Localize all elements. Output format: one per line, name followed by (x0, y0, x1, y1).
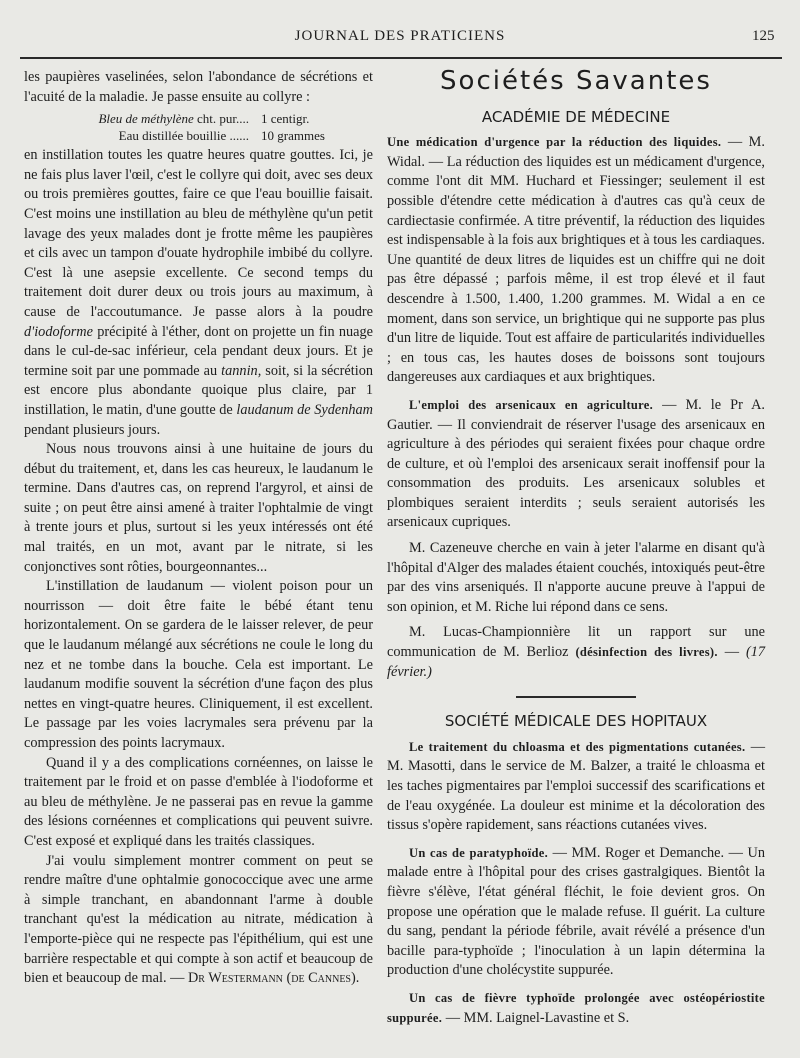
left-paragraph-3: Nous nous trouvons ainsi à une huitaine de jours du début du traitement, et, dans les cas heureux, le laudanum le termine. Dans d'autres cas, on reprend l'argyrol, et ainsi de suite ; on peut être ainsi amené à traiter l'ophtalmie de vingt à trente jours et plus, surtout si les yeux intéressés ont été mal traités, en un mot, avant par le nitrate, si les conjonctives sont rôties, bourgeonnantes... (24, 441, 373, 575)
item-heading: Le traitement du chloasma et des pigmentations cutanées. (409, 739, 746, 754)
academy-item-2: L'emploi des arsenicaux en agriculture. — M. le Pr A. Gautier. — Il conviendrait de réserver l'usage des arsenicaux en agriculture à des périodes qui seraient fixées pour chaque ordre de culture, et où l'emploi des arsenicaux serait inoffensif pour la consommation des produits. Les arsenicaux solubles et plombiques seraient interdits ; seuls seraient autorisés les arsenicaux cupriques. (387, 396, 765, 531)
header-rule (20, 57, 782, 59)
academy-item-3: M. Cazeneuve cherche en vain à jeter l'alarme en disant qu'à l'hôpital d'Alger des malades étaient couchés, intoxiqués peut-être par des vins arseniqués. Il n'apporte aucune preuve à l'appui de son opinion, et M. Riche lui répond dans ce sens. (387, 540, 765, 615)
item-heading: Une médication d'urgence par la réduction des liquides. (387, 135, 722, 150)
hospitals-item-2: Un cas de paratyphoïde. — MM. Roger et Demanche. — Un malade entre à l'hôpital pour des crises gastralgiques. Bientôt la fièvre s'élève, l'état général fléchit, le foie devient gros. On propose une opération que le malade refuse. Il guérit. La culture du sang, pendant la période fébrile, avait révélé a présence d'un bacille para-typhoïde ; l'inoculation à un lapin détermina la production d'une cholécystite suppurée. (387, 844, 765, 979)
prescription-quantity: 10 grammes (261, 128, 325, 144)
academy-item-4: M. Lucas-Championnière lit un rapport sur une communication de M. Berlioz (désinfection des livres). — (17 février.) (387, 624, 766, 680)
prescription-line (24, 127, 373, 144)
left-paragraph-6: J'ai voulu simplement montrer comment on peut se rendre maître d'une ophtalmie gonococcique avec une arme à simple tranchant, en abandonnant l'arme à double tranchant qu'est la médication au nitrate, médication à l'emporte-pièce qui ne respecte pas l'épithélium, qui est une barrière respectable et qui compte à son actif et beaucoup de bien et beaucoup de mal. — Dr Westermann (de Cannes). (24, 852, 373, 987)
section-separator (516, 696, 636, 698)
prescription-ingredient: Bleu de méthylène (98, 111, 194, 127)
page-header (0, 28, 800, 48)
hospitals-item-1: Le traitement du chloasma et des pigmentations cutanées. — M. Masotti, dans le service de M. Balzer, a traité le chloasma et les taches pigmentaires par l'emploi successif des scarifications et de l'eau oxygénée. La douleur est minime et la décoloration des tissus s'opère rapidement, sans réactions cutanées vives. (387, 738, 765, 834)
prescription-detail: ...... (229, 128, 249, 144)
section-title-societies: Sociétés Savantes (440, 66, 712, 96)
session-date: (17 février.) (387, 644, 766, 680)
left-paragraph-4: L'instillation de laudanum — violent poison pour un nourrisson — doit être faite le bébé étant tenu horizontalement. On se gardera de le laisser relever, de peur que le laudanum mélangé aux sécrétions ne coule le long du nez et ne tombe dans la bouche. Cela est important. Le laudanum modifie souvent la sécrétion d'une façon des plus nettes en vingt-quatre heures. Cliniquement, il est excellent. Le passage par les voies lacrymales sera prévenu par la compression des points lacrymaux. (24, 578, 373, 751)
prescription-ingredient: Eau distillée bouillie (118, 128, 227, 144)
hospitals-heading: SOCIÉTÉ MÉDICALE DES HOPITAUX (444, 712, 708, 731)
hospitals-item-3: Un cas de fièvre typhoïde prolongée avec ostéopériostite suppurée. — MM. Laignel-Lavastine et S. (387, 990, 765, 1026)
prescription-line (24, 110, 373, 127)
left-column (24, 68, 373, 989)
academy-heading: ACADÉMIE DE MÉDECINE (481, 107, 671, 126)
author-signature: Dr Westermann (de Cannes). (187, 970, 360, 987)
left-paragraph-2: en instillation toutes les quatre heures quatre gouttes. Ici, je ne fais plus laver l'œil, c'est le collyre qui doit, avec ses deux ou trois premières gouttes, faire ce que l'eau bouillie faisait. C'est moins une instillation au bleu de méthylène qu'un petit lavage des yeux malades dont je frotte même les paupières et cils avec un tampon d'ouate hydrophile imbibé du collyre. C'est là une asepsie excellente. Ce second temps du traitement doit durer deux ou trois jours au maximum, à cause de l'accoutumance. Je passe alors à la poudre d'iodoforme précipité à l'éther, dont on projette un fin nuage dans le cul-de-sac inférieur, cela pendant deux jours. Et je termine soit par une pommade au tannin, soit, si la sécrétion est encore plus abondante quoique plus claire, par 1 instillation, le matin, d'une goutte de laudanum de Sydenham pendant plusieurs jours. (24, 147, 374, 438)
academy-item-1: Une médication d'urgence par la réduction des liquides. — M. Widal. — La réduction des liquides est un médicament d'urgence, comme l'ont dit MM. Huchard et Fiessinger; seulement il est possible d'étendre cette médication à d'autres cas qu'à ceux de cardiectasie confirmée. A titre préventif, la réduction des liquides est indispensable à la fois aux brightiques et à tous les cardiaques. Une quantité de deux litres de liquides est un chiffre qui ne doit pas être dépassé ; parfois même, il est trop élevé et il faut descendre à 1.500, 1.400, 1.200 grammes. M. Widal a en ce moment, dans son service, un brightique qui ne supporte pas plus d'un litre de liquide. Tout est affaire de particularités individuelles ; en tous cas, les hautes doses de boissons sont toujours dangereuses aux cardiaques et aux brightiques. (387, 134, 765, 386)
right-column (387, 68, 765, 1028)
item-heading: Un cas de fièvre typhoïde prolongée avec ostéopériostite suppurée. (387, 990, 765, 1025)
prescription (24, 110, 373, 144)
left-paragraph-5: Quand il y a des complications cornéennes, on laisse le traitement par le froid et on passe d'emblée à l'iodoforme et au bleu de méthylène. Je ne passerai pas en revue la gamme des lésions cornéennes et complications qui peuvent suivre. C'est exposé et expliqué dans les traités classiques. (24, 754, 373, 849)
item-heading: L'emploi des arsenicaux en agriculture. (409, 397, 654, 412)
item-heading: Un cas de paratyphoïde. (409, 845, 549, 860)
journal-title: JOURNAL DES PRATICIENS (294, 28, 506, 44)
left-paragraph-1: les paupières vaselinées, selon l'abondance de sécrétions et l'acuité de la maladie. Je passe ensuite au collyre : (24, 69, 373, 105)
prescription-quantity: 1 centigr. (261, 111, 310, 127)
prescription-detail: cht. pur.... (197, 111, 249, 127)
page-number: 125 (752, 28, 775, 44)
